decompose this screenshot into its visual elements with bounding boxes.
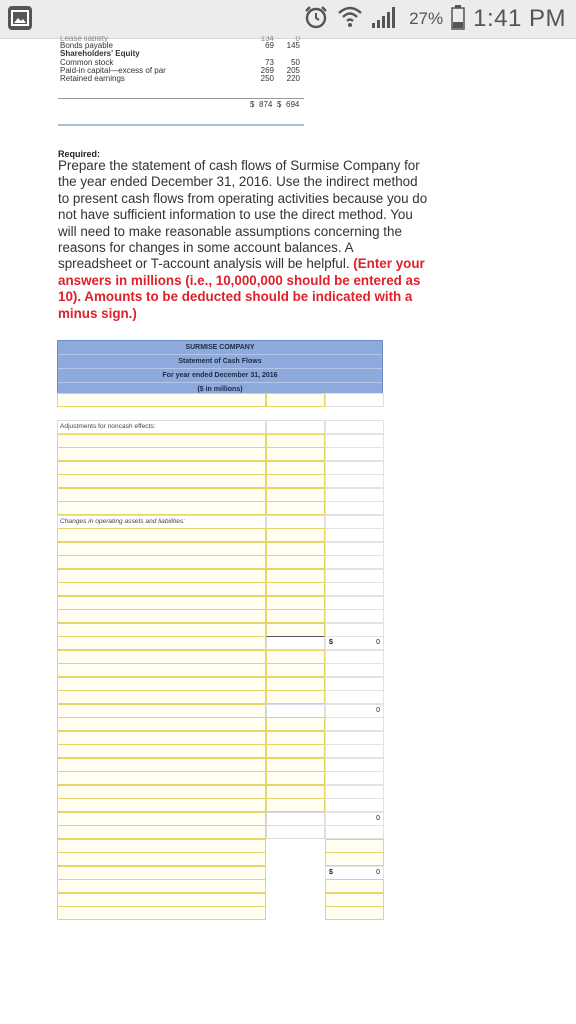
amount-input[interactable] [266,758,325,772]
amount-input[interactable] [266,798,325,812]
amount-input[interactable] [266,785,325,799]
table-row [57,596,383,610]
table-row [57,906,383,920]
line-item-input[interactable] [57,663,266,677]
subtotal-cell: 0 [325,812,384,826]
table-row [57,555,383,569]
total-cell [325,474,384,488]
total-cell [325,488,384,502]
statement-header [57,340,383,397]
line-item-input[interactable] [57,434,266,448]
table-row [57,839,383,853]
question-text [58,158,430,322]
line-item-input[interactable] [57,582,266,596]
amount-input[interactable] [266,528,325,542]
total-input[interactable] [325,906,384,920]
total-cell [325,515,384,529]
amount-input[interactable] [266,623,325,637]
balance-row: Paid-in capital—excess of par 269 205 [60,65,300,75]
total-cell [325,731,384,745]
amount-input[interactable] [266,771,325,785]
table-row [57,812,383,826]
amount-cell [266,866,323,878]
line-item-input[interactable] [57,650,266,664]
amount-cell [266,420,325,434]
table-row [57,650,383,664]
amount-input[interactable] [266,609,325,623]
total-cell [325,677,384,691]
statement-title: Statement of Cash Flows [58,355,382,369]
total-cell [325,825,384,839]
amount-input[interactable] [266,474,325,488]
total-cell [325,461,384,475]
table-row [57,623,383,637]
line-item-input[interactable] [57,690,266,704]
table-row [57,663,383,677]
amount-input[interactable] [266,434,325,448]
line-item-input[interactable] [57,555,266,569]
total-cell [325,555,384,569]
total-cell [325,542,384,556]
amount-input[interactable] [266,663,325,677]
balance-total-row: $ 874 $ 694 [58,98,304,109]
answer-instructions: (Enter your answers in millions (i.e., 10,000,000 should be entered as 10). Amounts to be deducted should be indicated with a minus sign.) [58,256,425,321]
amount-cell [266,852,323,864]
amount-input[interactable] [266,690,325,704]
table-row [57,677,383,691]
alarm-icon [303,4,329,35]
table-row [57,893,383,907]
statement-period: For year ended December 31, 2016 [58,369,382,383]
table-row [57,582,383,596]
signal-icon [371,5,401,34]
line-item-input[interactable] [57,758,266,772]
changes-label-cell [57,515,266,529]
amount-input[interactable] [266,731,325,745]
subtotal-cell: $ 0 [325,866,384,880]
battery-percent: 27% [409,9,444,28]
table-row [57,609,383,623]
balance-row: Lease liability 134 0 [60,36,300,42]
table-row [57,501,383,515]
required-label: Required: [58,149,101,159]
total-cell [325,758,384,772]
subtotal-cell: $ 0 [325,636,384,650]
amount-input[interactable] [266,744,325,758]
balance-row: Retained earnings 250 220 [60,74,300,84]
balance-row: Shareholders' Equity [60,49,140,59]
table-row [57,717,383,731]
adjustments-label-cell [57,420,266,434]
amount-input[interactable] [266,555,325,569]
table-row [57,420,383,434]
line-item-input[interactable] [57,393,266,407]
amount-cell [266,704,325,718]
table-row [57,447,383,461]
table-row [57,758,383,772]
table-row [57,515,383,529]
amount-input[interactable] [266,596,325,610]
line-item-input[interactable] [57,744,266,758]
total-cell [325,785,384,799]
line-item-input[interactable] [57,852,266,866]
adjustments-label: Adjustments for noncash effects: [60,423,156,430]
table-row [57,434,383,448]
balance-row: Bonds payable 69 145 [60,41,300,50]
amount-input[interactable] [266,717,325,731]
total-cell [325,744,384,758]
amount-cell [266,812,325,826]
line-item-input[interactable] [57,501,266,515]
line-item-input[interactable] [57,528,266,542]
line-item-input[interactable] [57,542,266,556]
amount-input[interactable] [266,677,325,691]
table-row [57,636,383,650]
table-row [57,488,383,502]
total-cell [325,434,384,448]
total-cell [325,798,384,812]
amount-input[interactable] [266,542,325,556]
line-item-input[interactable] [57,812,266,826]
amount-input[interactable] [266,461,325,475]
table-row [57,825,383,839]
subtotal-cell: 0 [325,704,384,718]
table-row [57,798,383,812]
wifi-icon [337,5,363,34]
line-item-input[interactable] [57,461,266,475]
total-cell [325,663,384,677]
amount-cell [266,839,323,851]
line-item-input[interactable] [57,609,266,623]
screenshot-icon[interactable] [8,6,32,30]
status-bar [0,0,576,39]
line-item-input[interactable] [57,623,266,637]
line-item-input[interactable] [57,677,266,691]
line-item-input[interactable] [57,717,266,731]
company-name: SURMISE COMPANY [58,341,382,355]
amount-input[interactable] [266,650,325,664]
line-item-input[interactable] [57,731,266,745]
total-cell [325,420,384,434]
table-row [57,771,383,785]
total-cell [325,717,384,731]
statement-units: ($ in millions) [197,386,243,393]
total-cell [325,771,384,785]
table-row [57,704,383,718]
amount-cell [266,515,325,529]
table-row [57,542,383,556]
line-item-input[interactable] [57,704,266,718]
line-item-input[interactable] [57,569,266,583]
amount-cell [266,636,325,650]
question-body: Prepare the statement of cash flows of Surmise Company for the year ended December 31, 2016. Use the indirect method to present cash flows from operating activities because you do not have sufficient information to use the direct method. You will need to make reasonable assumptions concerning the reasons for changes in some account balances. A spreadsheet or T-account analysis will be helpful. [58,158,428,272]
amount-input[interactable] [266,488,325,502]
total-cell [325,609,384,623]
table-row [57,785,383,799]
amount-cell [266,879,323,891]
total-input[interactable] [325,852,384,866]
battery-icon [451,4,465,35]
line-item-input[interactable] [57,596,266,610]
line-item-input[interactable] [57,474,266,488]
line-item-input[interactable] [57,785,266,799]
total-input[interactable] [325,879,384,893]
total-input[interactable] [325,893,384,907]
total-cell [325,582,384,596]
table-row [57,744,383,758]
line-item-input[interactable] [57,893,266,907]
statement-grid [57,393,383,920]
amount-input[interactable] [266,569,325,583]
line-item-input[interactable] [57,771,266,785]
table-row [57,879,383,893]
line-item-input[interactable] [57,825,266,839]
table-row [57,852,383,866]
balance-sheet-fragment [58,36,304,109]
line-item-input[interactable] [57,839,266,853]
table-row [57,393,383,407]
balance-row: Common stock 73 50 [60,57,300,67]
amount-cell [266,825,325,839]
line-item-input[interactable] [57,636,266,650]
total-cell [325,447,384,461]
line-item-input[interactable] [57,866,266,880]
line-item-input[interactable] [57,879,266,893]
table-row [57,866,383,880]
table-row [57,731,383,745]
total-cell [325,528,384,542]
line-item-input[interactable] [57,906,266,920]
divider [58,124,304,126]
amount-input[interactable] [266,501,325,515]
total-cell [325,623,384,637]
table-row [57,569,383,583]
amount-input[interactable] [266,393,325,407]
table-row [57,461,383,475]
table-row [57,690,383,704]
total-cell [325,569,384,583]
line-item-input[interactable] [57,447,266,461]
total-cell [325,690,384,704]
clock-time: 1:41 PM [473,5,566,32]
line-item-input[interactable] [57,488,266,502]
total-cell [325,501,384,515]
changes-label: Changes in operating assets and liabilities: [60,517,185,525]
line-item-input[interactable] [57,798,266,812]
amount-input[interactable] [266,447,325,461]
total-cell [325,596,384,610]
table-row [57,528,383,542]
amount-cell [266,893,323,905]
total-cell [325,650,384,664]
total-input[interactable] [325,839,384,853]
table-row [57,474,383,488]
amount-cell [266,906,323,918]
amount-input[interactable] [266,582,325,596]
total-cell [325,393,384,407]
